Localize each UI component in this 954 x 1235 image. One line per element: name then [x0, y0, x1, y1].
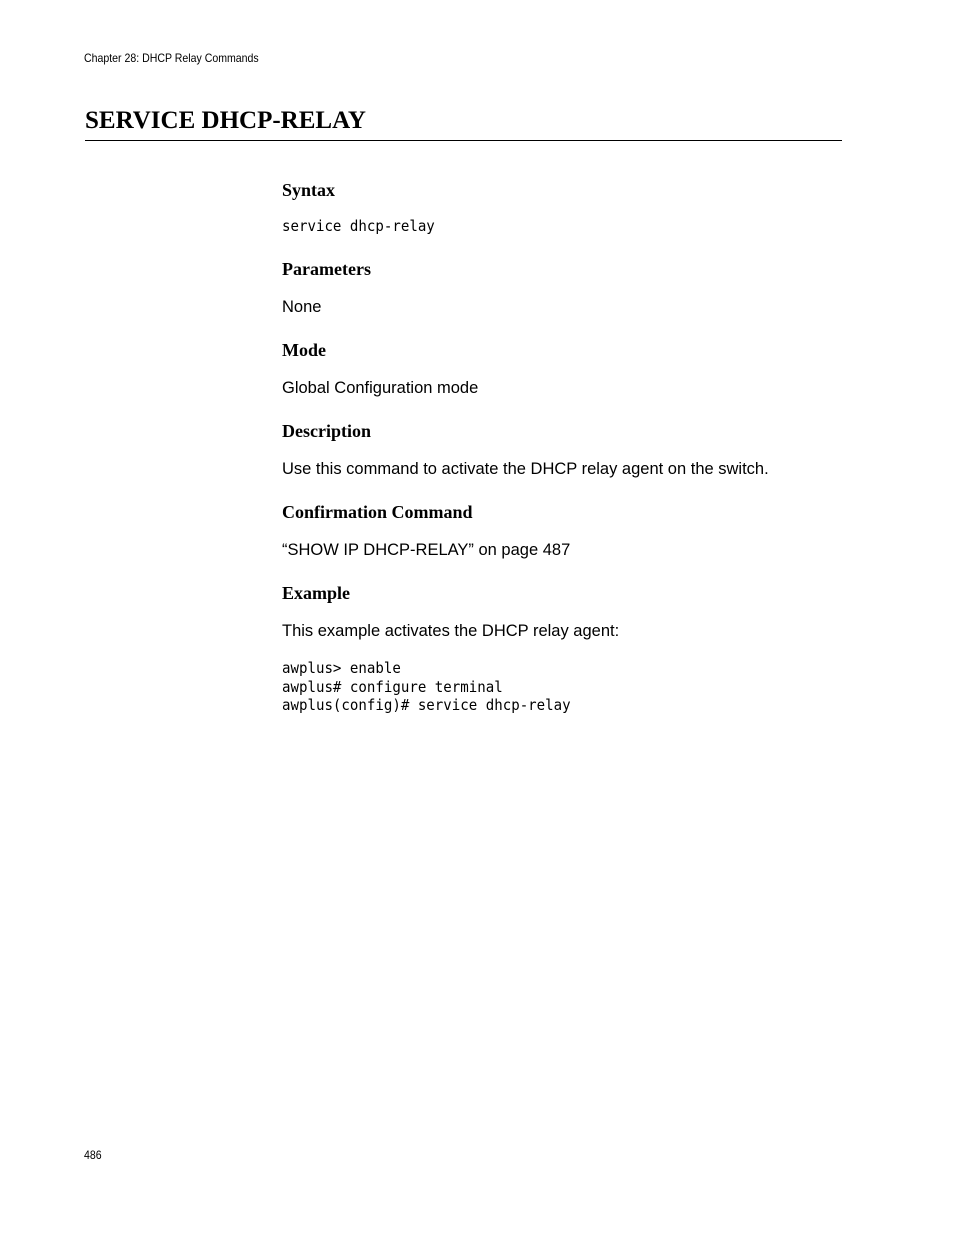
- example-code-line: awplus> enable: [282, 659, 401, 677]
- example-heading: Example: [282, 583, 351, 603]
- example-code-line: awplus(config)# service dhcp-relay: [282, 696, 571, 714]
- parameters-heading: Parameters: [282, 259, 371, 279]
- running-header: Chapter 28: DHCP Relay Commands: [84, 51, 259, 65]
- syntax-code: service dhcp-relay: [282, 217, 435, 235]
- description-text: Use this command to activate the DHCP relay agent on the switch.: [282, 460, 769, 478]
- title-rule: [85, 140, 842, 141]
- page-number: 486: [84, 1148, 102, 1162]
- mode-text: Global Configuration mode: [282, 379, 479, 397]
- page-title: SERVICE DHCP-RELAY: [85, 107, 366, 134]
- example-text: This example activates the DHCP relay agent:: [282, 622, 620, 640]
- description-heading: Description: [282, 421, 371, 441]
- mode-heading: Mode: [282, 340, 326, 360]
- confirmation-link[interactable]: “SHOW IP DHCP-RELAY” on page 487: [282, 541, 571, 559]
- example-code: [282, 659, 571, 715]
- parameters-text: None: [282, 298, 322, 316]
- syntax-heading: Syntax: [282, 180, 336, 200]
- example-code-line: awplus# configure terminal: [282, 677, 503, 696]
- confirmation-heading: Confirmation Command: [282, 502, 473, 522]
